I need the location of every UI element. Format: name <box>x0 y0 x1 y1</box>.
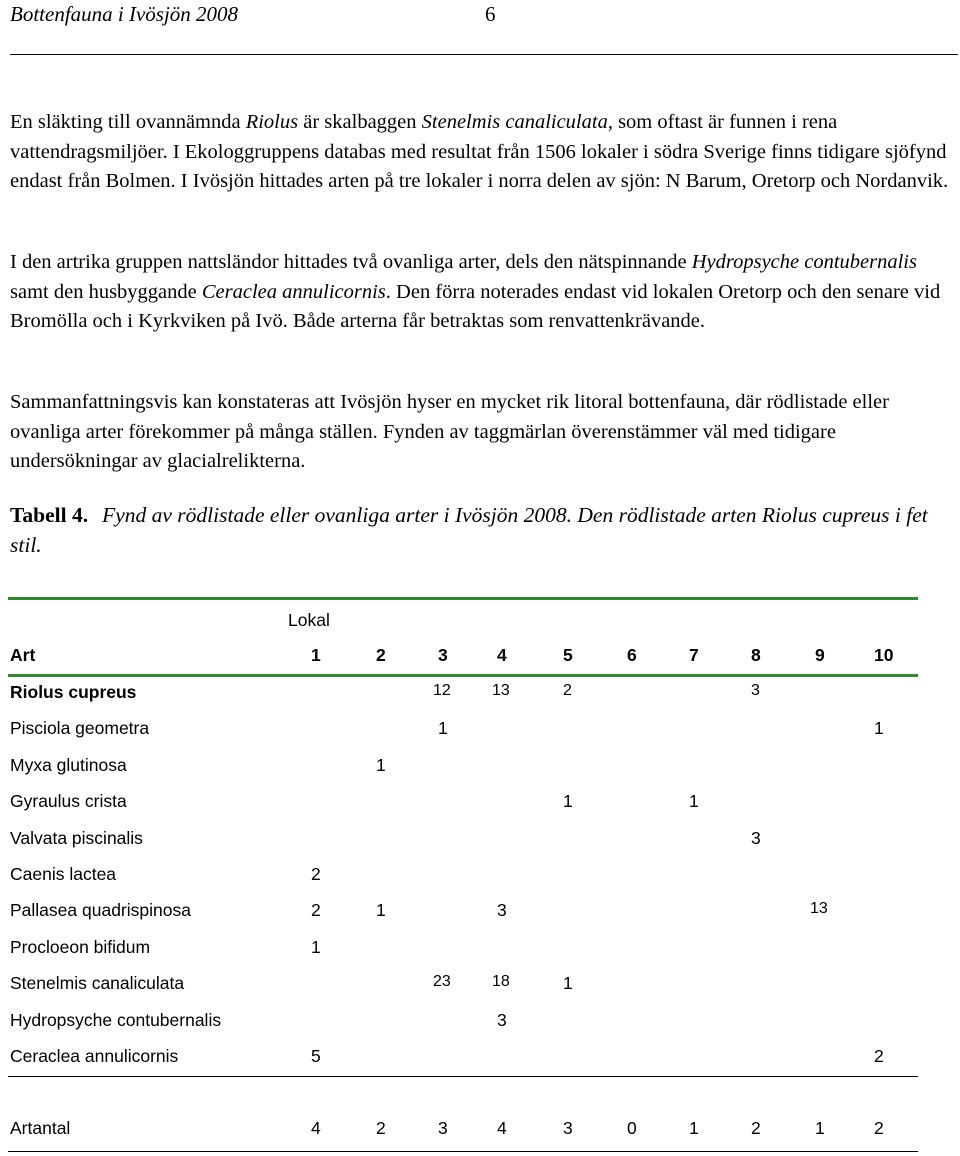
count-cell: 3 <box>563 1118 573 1138</box>
text-segment: är skalbaggen <box>298 111 422 133</box>
text-segment: Stenelmis canaliculata <box>421 111 608 133</box>
species-name: Ceraclea annulicornis <box>10 1046 179 1066</box>
species-name: Artantal <box>10 1118 71 1138</box>
column-header-lokal: 10 <box>874 645 894 665</box>
table-row <box>10 828 950 858</box>
table-row <box>10 1046 950 1076</box>
count-cell: 3 <box>497 1009 507 1030</box>
table-row <box>10 973 950 1003</box>
column-header-lokal: 3 <box>438 645 448 665</box>
table-row <box>10 937 950 967</box>
column-header-lokal: 8 <box>751 645 761 665</box>
table-row <box>10 718 950 748</box>
count-cell: 2 <box>376 1118 386 1138</box>
count-cell: 13 <box>810 900 828 918</box>
document-title: Bottenfauna i Ivösjön 2008 <box>10 2 239 26</box>
count-cell: 1 <box>815 1118 825 1138</box>
column-header-lokal: 4 <box>497 645 507 665</box>
paragraph-3 <box>10 388 955 477</box>
column-header-lokal: 5 <box>563 645 573 665</box>
caption-label: Tabell 4. <box>10 503 89 527</box>
count-cell: 1 <box>438 718 448 739</box>
count-cell: 1 <box>563 791 573 812</box>
count-cell: 18 <box>492 973 510 991</box>
count-cell: 13 <box>492 682 510 699</box>
count-cell: 1 <box>376 754 386 775</box>
count-cell: 5 <box>311 1046 321 1066</box>
text-segment: Riolus <box>245 111 299 133</box>
species-name: Myxa glutinosa <box>10 754 127 775</box>
count-cell: 2 <box>563 682 572 699</box>
count-cell: 1 <box>563 973 573 994</box>
text-segment: , som oftast är funnen i rena vattendragsmiljöer. I Ekologgruppens databas med resultat från 1506 lokaler i södra Sverige finns tidigare sjöfynd endast från Bolmen. I Ivösjön hittades arten på tre lokaler i norra delen av sjön: N Barum, Oretorp och Nordanvik. <box>10 111 949 192</box>
table-caption <box>10 500 955 560</box>
table-row <box>10 682 950 712</box>
count-cell: 1 <box>376 900 386 921</box>
count-cell: 1 <box>874 718 884 739</box>
column-header-lokal: 1 <box>311 645 321 665</box>
count-cell: 4 <box>497 1118 507 1138</box>
text-segment: Sammanfattningsvis kan konstateras att Ivösjön hyser en mycket rik litoral bottenfauna, där rödlistade eller ovanliga arter förekommer på många ställen. Fynden av taggmärlan överenstämmer väl med tidigare undersökningar av glacialrelikterna. <box>10 391 889 472</box>
table-row <box>10 864 950 894</box>
text-segment: . Den förra noterades endast vid lokalen Oretorp och den senare vid Bromölla och i Kyrkviken på Ivö. Både arterna får betraktas som renvattenkrävande. <box>10 280 941 332</box>
table-row <box>10 791 950 821</box>
text-segment: I den artrika gruppen nattsländor hittades två ovanliga arter, dels den nätspinnande <box>10 251 692 273</box>
text-segment: Hydropsyche contubernalis <box>691 251 917 273</box>
count-cell: 3 <box>497 900 507 921</box>
count-cell: 2 <box>874 1046 884 1066</box>
count-cell: 2 <box>751 1118 761 1138</box>
count-cell: 2 <box>311 900 321 921</box>
species-name: Valvata piscinalis <box>10 827 143 848</box>
total-row <box>10 1118 950 1148</box>
column-header-lokal: 2 <box>376 645 386 665</box>
art-column-header: Art <box>10 645 36 665</box>
count-cell: 3 <box>751 827 761 848</box>
count-cell: 3 <box>751 682 760 699</box>
species-name: Riolus cupreus <box>10 682 137 702</box>
species-name: Pallasea quadrispinosa <box>10 900 191 921</box>
column-header-lokal: 9 <box>815 645 825 665</box>
table-header-row <box>10 645 950 675</box>
page-header <box>10 2 950 30</box>
species-name: Procloeon bifidum <box>10 936 151 957</box>
count-cell: 2 <box>874 1118 884 1138</box>
count-cell: 2 <box>311 864 321 884</box>
count-cell: 1 <box>689 1118 699 1138</box>
column-header-lokal: 7 <box>689 645 699 665</box>
species-name: Pisciola geometra <box>10 718 150 739</box>
header-divider <box>10 54 958 55</box>
table-row <box>10 900 950 930</box>
count-cell: 4 <box>311 1118 321 1138</box>
text-segment: En släkting till ovannämnda <box>10 111 246 133</box>
species-name: Caenis lactea <box>10 864 117 884</box>
count-cell: 3 <box>438 1118 448 1138</box>
paragraph-2 <box>10 248 955 337</box>
paragraph-1 <box>10 108 955 197</box>
text-segment: Ceraclea annulicornis <box>201 280 386 303</box>
count-cell: 23 <box>433 973 451 991</box>
page-number: 6 <box>485 2 496 26</box>
table-row <box>10 1010 950 1040</box>
lokal-group-header: Lokal <box>288 610 330 630</box>
count-cell: 12 <box>433 682 451 699</box>
count-cell: 0 <box>627 1118 637 1138</box>
text-segment: samt den husbyggande <box>10 280 202 303</box>
count-cell: 1 <box>689 791 699 812</box>
species-name: Gyraulus crista <box>10 791 127 812</box>
species-name: Hydropsyche contubernalis <box>10 1009 222 1030</box>
table-row <box>10 755 950 785</box>
caption-text: Fynd av rödlistade eller ovanliga arter i Ivösjön 2008. Den rödlistade arten Riolus cupreus i fet stil. <box>10 503 928 557</box>
species-name: Stenelmis canaliculata <box>10 973 185 994</box>
species-table <box>10 600 950 1156</box>
column-header-lokal: 6 <box>627 645 637 665</box>
count-cell: 1 <box>311 936 321 957</box>
